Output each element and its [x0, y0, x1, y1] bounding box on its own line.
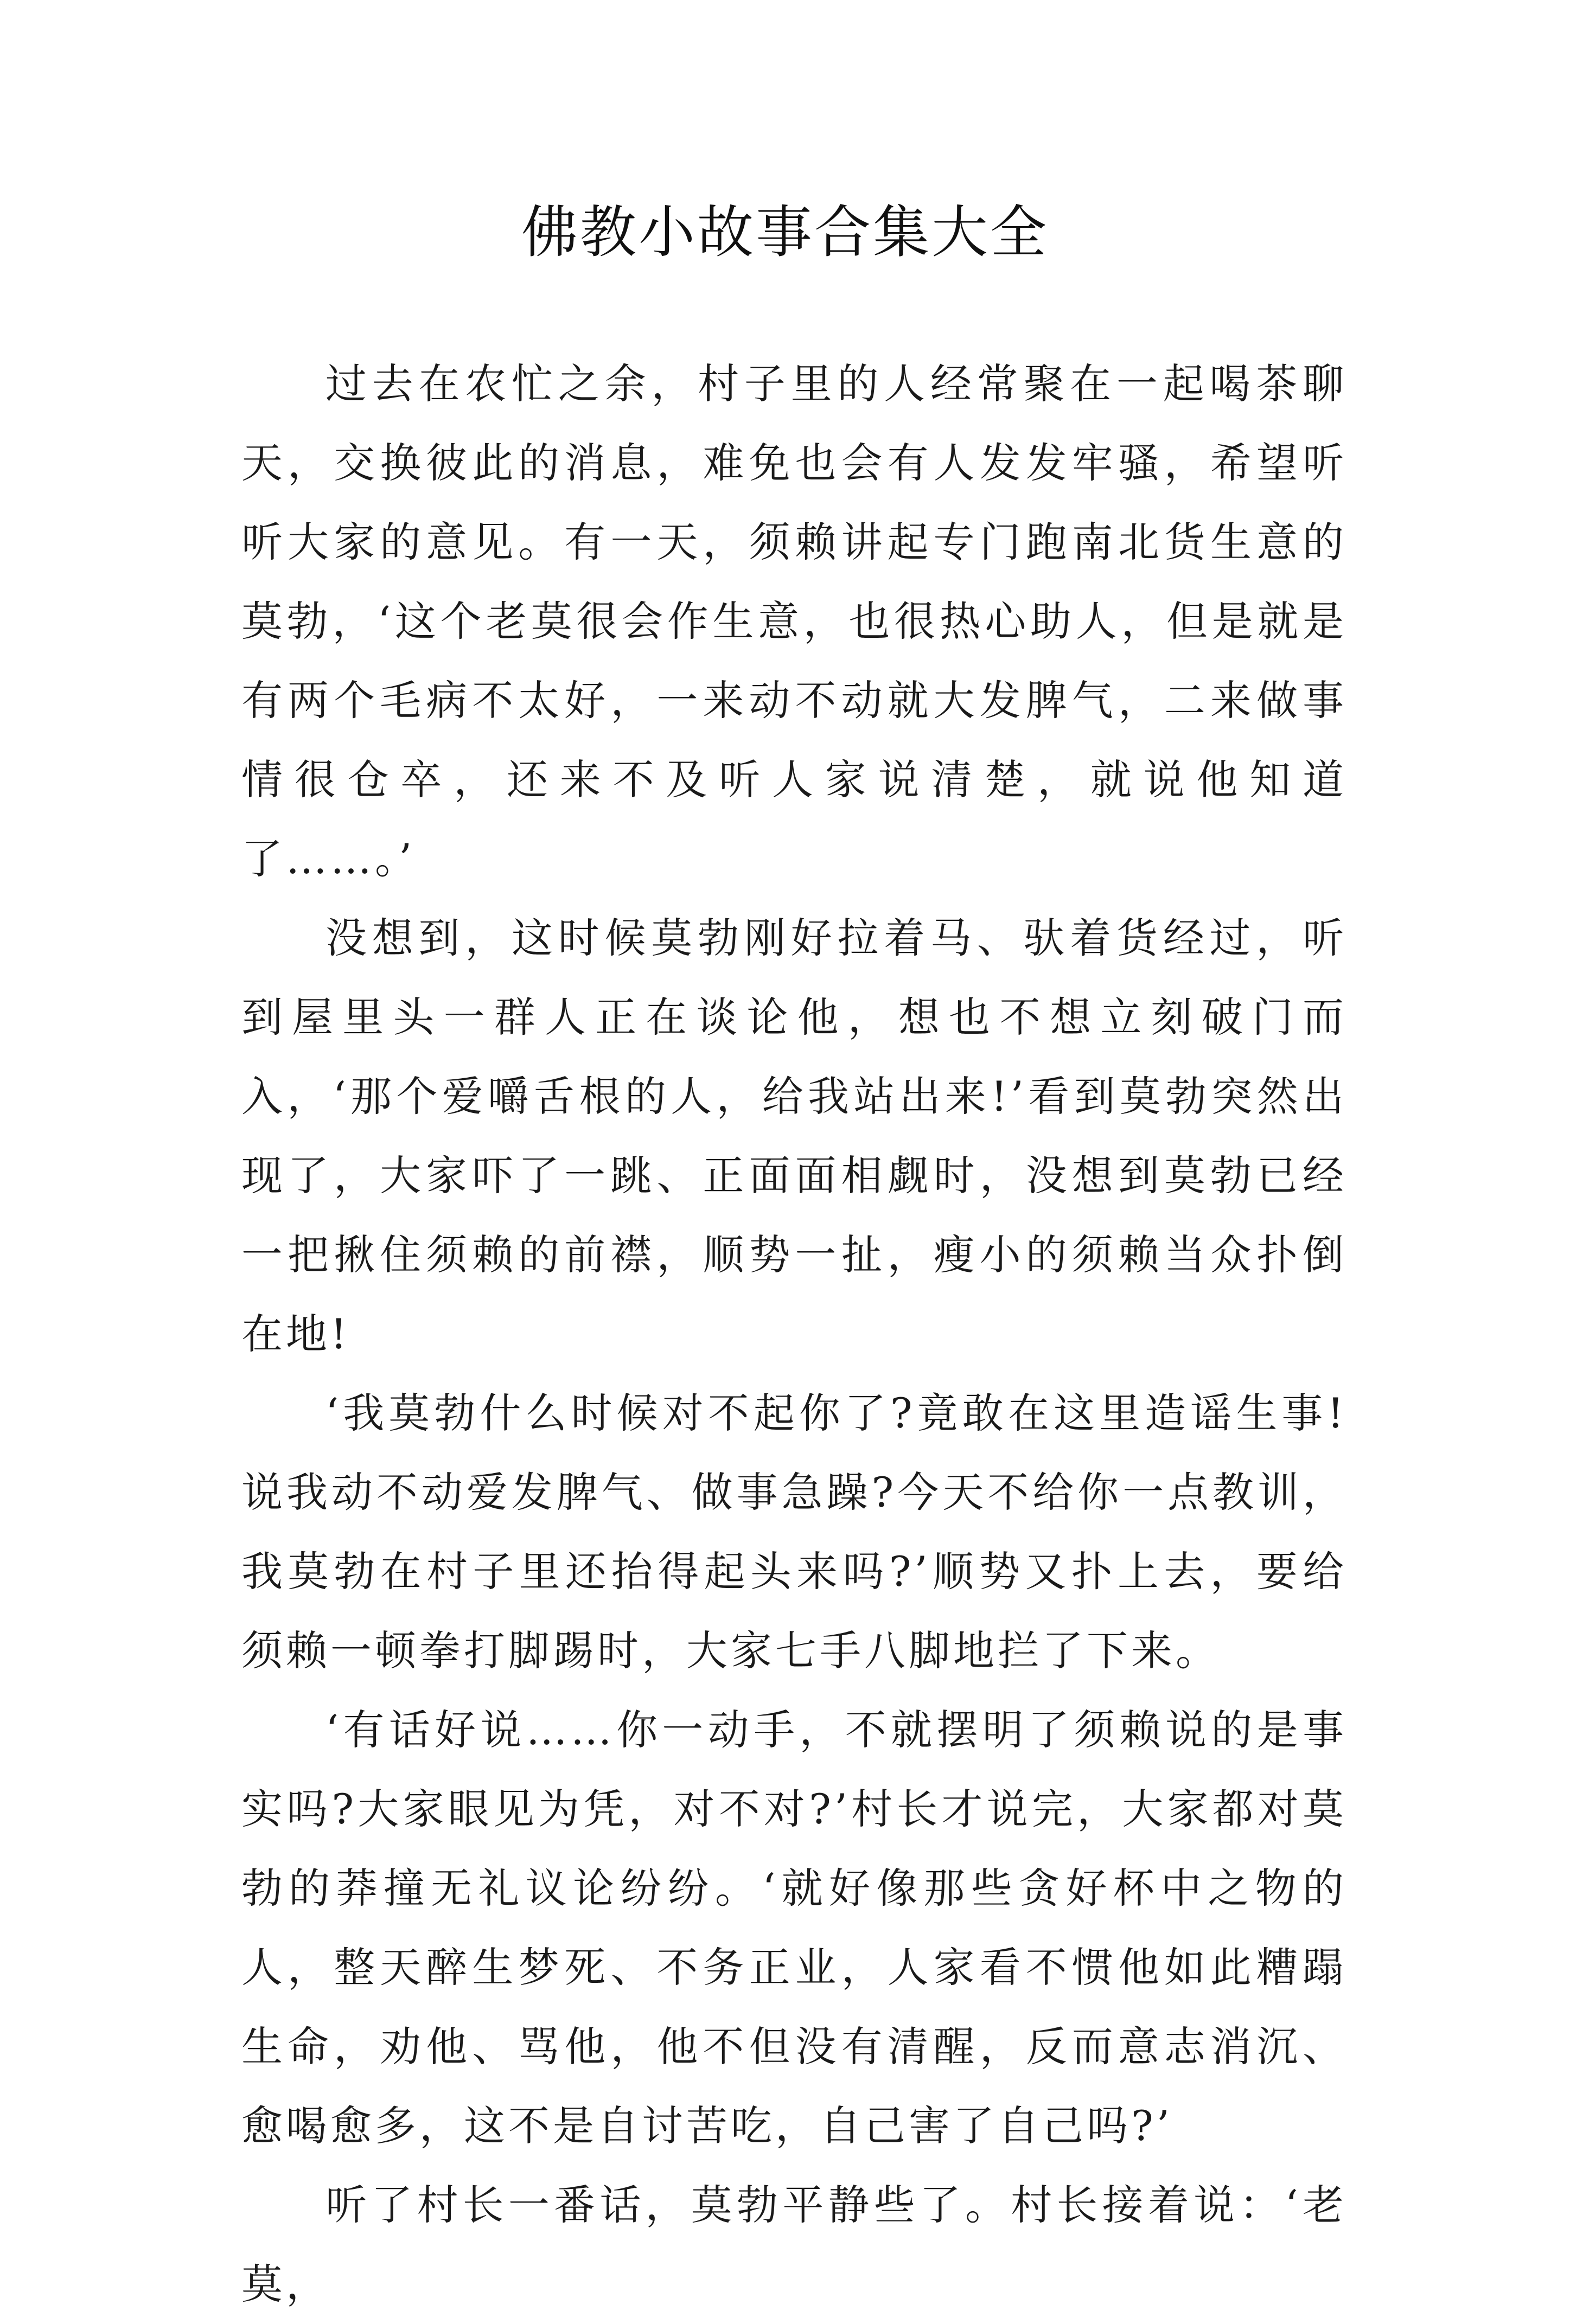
- document-title: 佛教小故事合集大全: [521, 199, 1049, 265]
- paragraph: 过去在农忙之余，村子里的人经常聚在一起喝茶聊天，交换彼此的消息，难免也会有人发发牢骚，希望听听大家的意见。有一天，须赖讲起专门跑南北货生意的莫勃，‘这个老莫很会作生意，也很热心助人，但是就是有两个毛病不太好，一来动不动就大发脾气，二来做事情很仓卒，还来不及听人家说清楚，就说他知道了……。’: [241, 360, 1347, 883]
- paragraph: 听了村长一番话，莫勃平静些了。村长接着说：‘老莫，: [241, 2181, 1347, 2308]
- paragraph: ‘有话好说……你一动手，不就摆明了须赖说的是事实吗?大家眼见为凭，对不对?’村长才说完，大家都对莫勃的莽撞无礼议论纷纷。‘就好像那些贪好杯中之物的人，整天醉生梦死、不务正业，人家看不惯他如此糟蹋生命，劝他、骂他，他不但没有清醒，反而意志消沉、愈喝愈多，这不是自讨苦吃，自己害了自己吗?’: [241, 1706, 1347, 2150]
- paragraph: 没想到，这时候莫勃刚好拉着马、驮着货经过，听到屋里头一群人正在谈论他，想也不想立刻破门而入，‘那个爱嚼舌根的人，给我站出来!’看到莫勃突然出现了，大家吓了一跳、正面面相觑时，没想到莫勃已经一把揪住须赖的前襟，顺势一扯，瘦小的须赖当众扑倒在地!: [241, 914, 1347, 1358]
- document-body: [241, 344, 1347, 2324]
- paragraph: ‘我莫勃什么时候对不起你了?竟敢在这里造谣生事!说我动不动爱发脾气、做事急躁?今天不给你一点教训，我莫勃在村子里还抬得起头来吗?’顺势又扑上去，要给须赖一顿拳打脚踢时，大家七手八脚地拦了下来。: [241, 1389, 1347, 1675]
